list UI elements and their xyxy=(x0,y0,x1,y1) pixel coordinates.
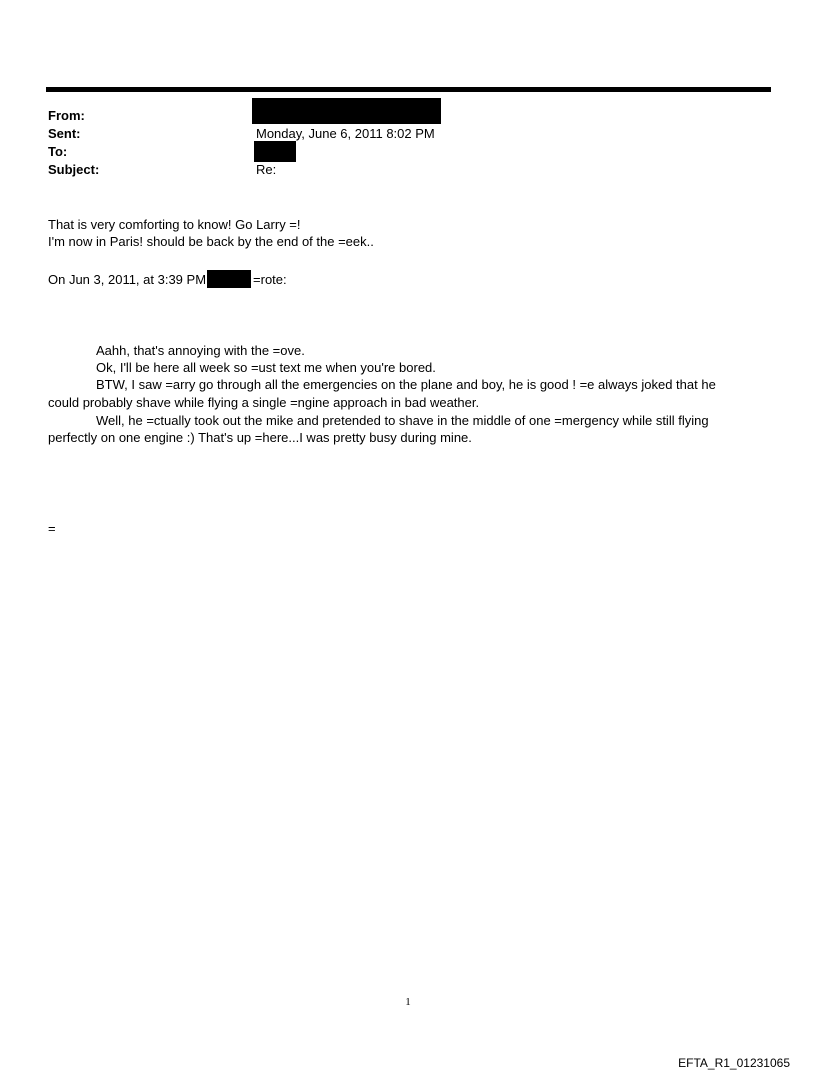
subject-label: Subject: xyxy=(48,162,100,177)
redaction-sender xyxy=(207,270,251,288)
quoted-line-1: Aahh, that's annoying with the =ove. xyxy=(96,343,305,358)
from-row xyxy=(48,107,748,125)
sent-row xyxy=(48,125,748,143)
body-line-1: That is very comforting to know! Go Larry =! xyxy=(48,217,301,232)
quoted-line-2: Ok, I'll be here all week so =ust text me when you're bored. xyxy=(96,360,436,375)
header-divider xyxy=(46,87,771,92)
quoted-line-5: Well, he =ctually took out the mike and pretended to shave in the middle of one =mergency while still flying xyxy=(96,413,709,428)
from-label: From: xyxy=(48,108,85,123)
quote-intro-suffix: =rote: xyxy=(253,272,287,287)
quoted-line-3: BTW, I saw =arry go through all the emergencies on the plane and boy, he is good ! =e always joked that he xyxy=(96,377,716,392)
quoted-line-4: could probably shave while flying a single =ngine approach in bad weather. xyxy=(48,395,480,410)
to-label: To: xyxy=(48,144,68,159)
sent-value: Monday, June 6, 2011 8:02 PM xyxy=(256,126,435,141)
sent-label: Sent: xyxy=(48,126,81,141)
page-number: 1 xyxy=(405,996,411,1008)
subject-row xyxy=(48,161,748,179)
to-row xyxy=(48,143,748,161)
quote-intro xyxy=(48,270,287,288)
body-line-2: I'm now in Paris! should be back by the end of the =eek.. xyxy=(48,234,374,249)
document-id: EFTA_R1_01231065 xyxy=(678,1056,790,1070)
subject-value: Re: xyxy=(256,162,277,177)
quote-intro-prefix: On Jun 3, 2011, at 3:39 PM xyxy=(48,272,207,287)
quoted-line-6: perfectly on one engine :) That's up =here...I was pretty busy during mine. xyxy=(48,430,472,445)
trailing-mark: = xyxy=(48,521,56,536)
